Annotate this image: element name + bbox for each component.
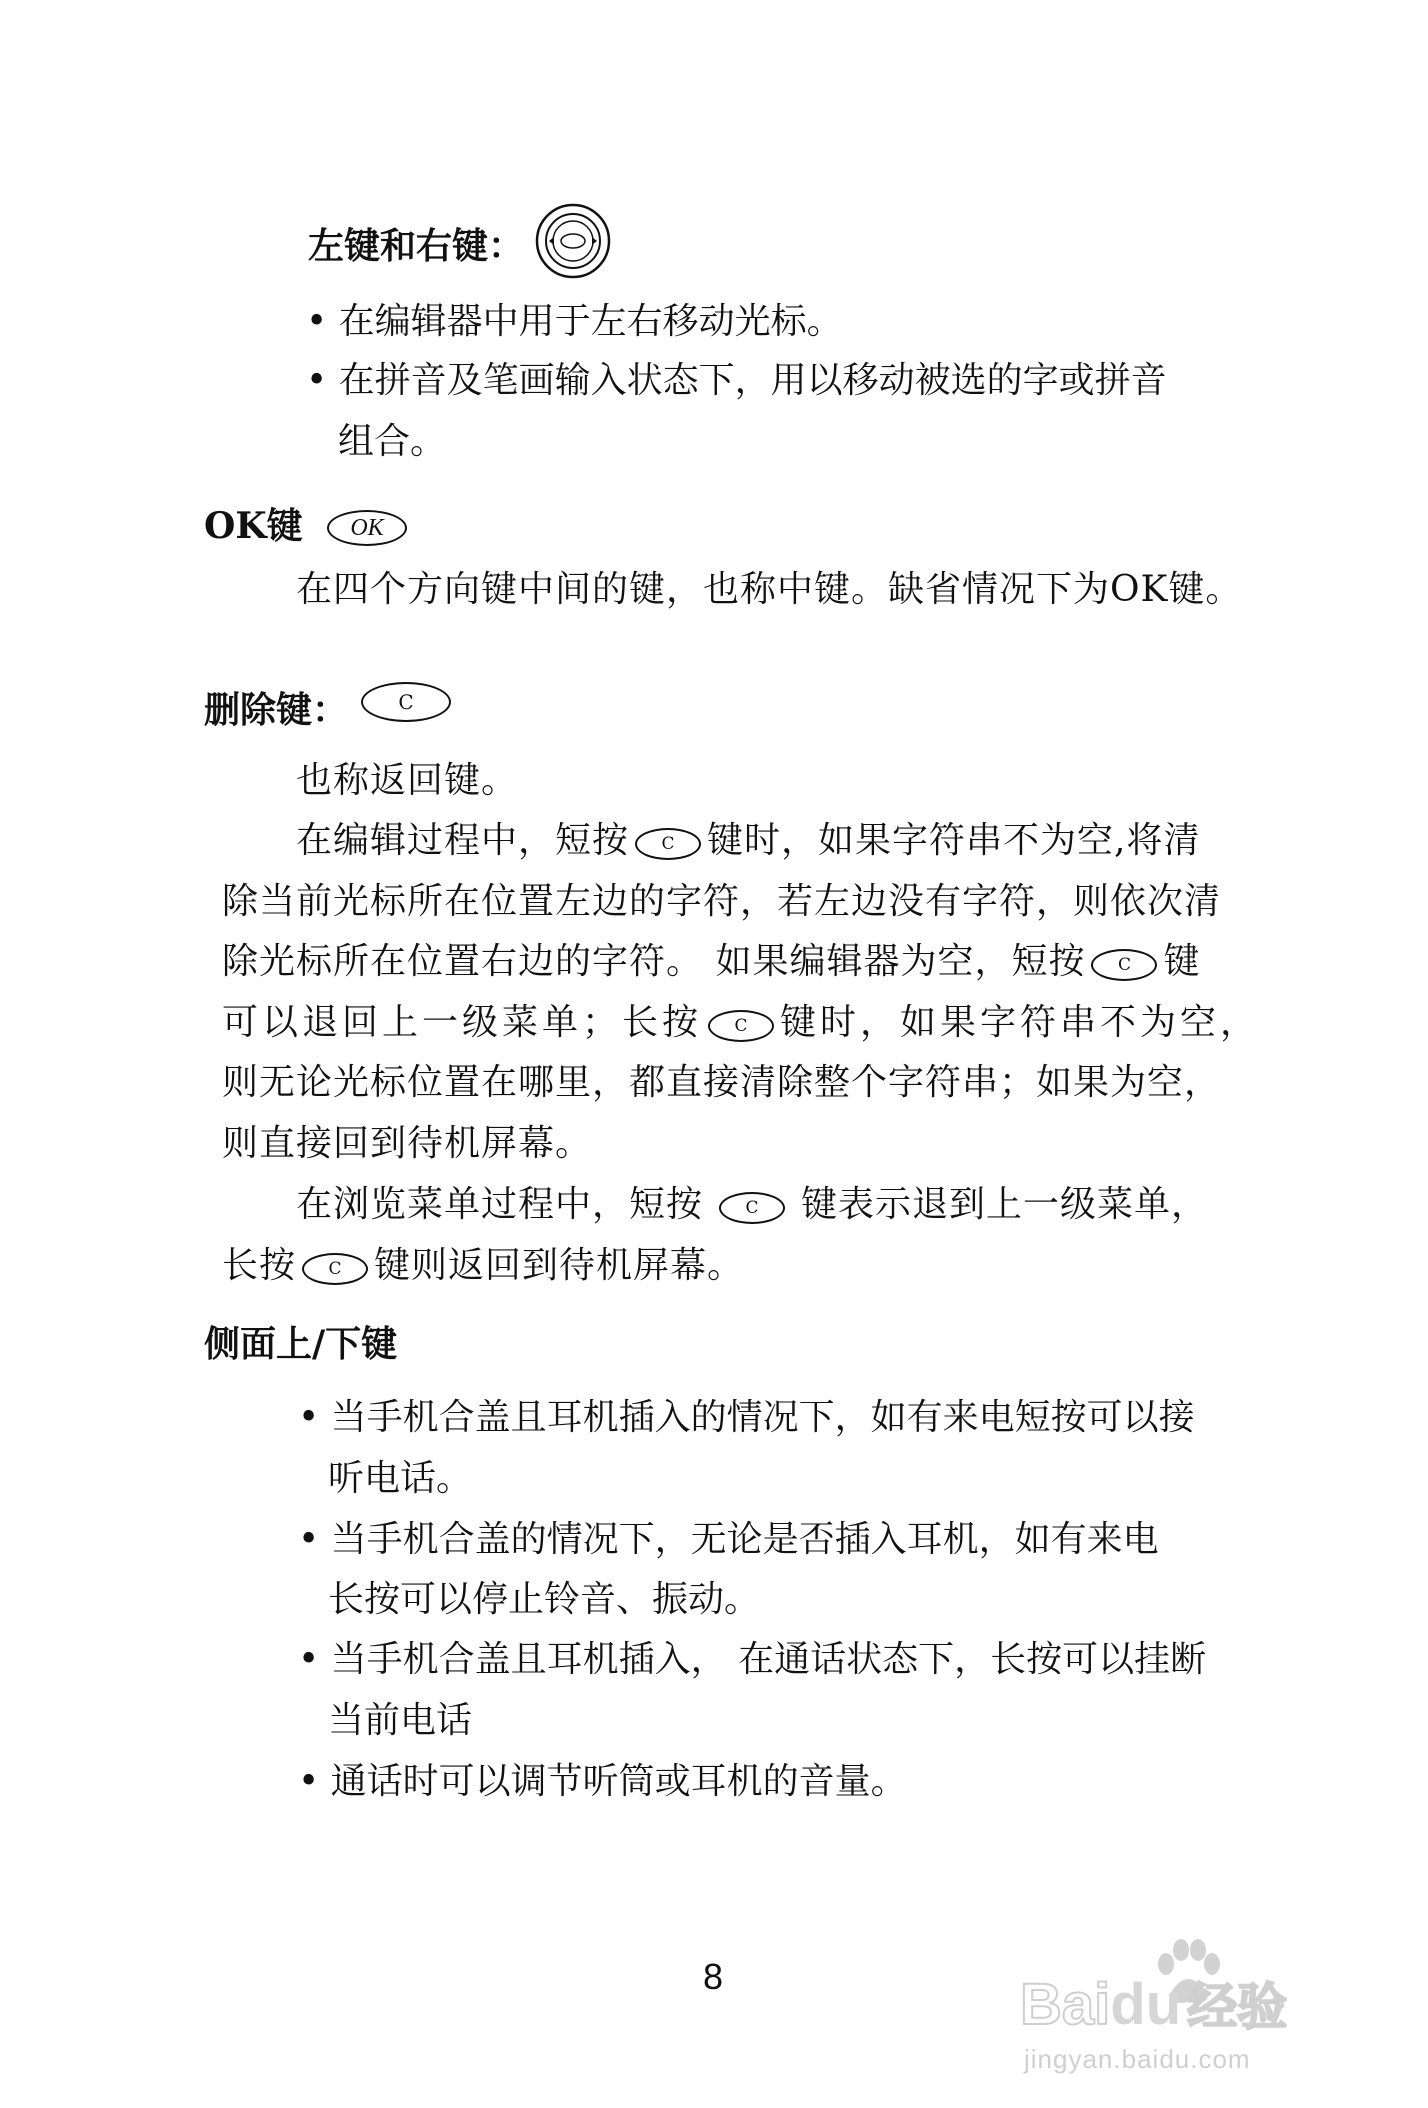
- baidu-brand-latin: Bai: [1020, 1972, 1111, 2037]
- delete-p2-line1: 在编辑过程中，短按 C 键时，如果字符串不为空,将清: [296, 820, 1201, 861]
- bullet-move-selection: • 在拼音及笔画输入状态下，用以移动被选的字或拼音: [306, 360, 1167, 401]
- delete-p2-line6: 则直接回到待机屏幕。: [222, 1123, 593, 1164]
- baidu-brand-cn: 经验: [1187, 1978, 1288, 2036]
- delete-p2-line3: 除光标所在位置右边的字符。 如果编辑器为空，短按 C 键: [222, 941, 1201, 982]
- side-bullet2-line1: • 当手机合盖的情况下，无论是否插入耳机，如有来电: [298, 1519, 1159, 1560]
- heading-delete-key: 删除键：: [204, 689, 349, 731]
- side-bullet2-line2: 长按可以停止铃音、振动。: [328, 1579, 761, 1620]
- heading-ok-key: OK键: [204, 505, 303, 547]
- delete-p2-line5: 则无论光标位置在哪里，都直接清除整个字符串；如果为空，: [222, 1062, 1222, 1103]
- side-bullet1-line1: • 当手机合盖且耳机插入的情况下，如有来电短按可以接: [298, 1397, 1195, 1438]
- delete-p3-line1: 在浏览菜单过程中，短按 C 键表示退到上一级菜单，: [296, 1184, 1209, 1225]
- side-bullet3-line1: • 当手机合盖且耳机插入， 在通话状态下，长按可以挂断: [298, 1639, 1207, 1680]
- watermark-url: jingyan.baidu.com: [1024, 2044, 1251, 2074]
- c-key-inline-icon: C: [719, 1192, 785, 1224]
- bullet-move-cursor: • 在编辑器中用于左右移动光标。: [306, 301, 843, 342]
- c-key-icon: C: [361, 682, 451, 722]
- delete-p1: 也称返回键。: [296, 760, 519, 801]
- baidu-watermark: [1020, 1938, 1350, 2078]
- side-bullet4: • 通话时可以调节听筒或耳机的音量。: [298, 1761, 907, 1802]
- delete-p3-line2: 长按 C 键则返回到待机屏幕。: [222, 1245, 745, 1286]
- ok-key-description: 在四个方向键中间的键，也称中键。缺省情况下为OK键。: [296, 569, 1243, 610]
- c-key-inline-icon: C: [302, 1253, 368, 1285]
- c-key-inline-icon: C: [1091, 949, 1157, 981]
- heading-left-right-keys: 左键和右键：: [308, 225, 525, 267]
- c-key-inline-icon: C: [635, 828, 701, 860]
- heading-side-keys: 侧面上/下键: [204, 1323, 398, 1365]
- c-key-inline-icon: C: [708, 1010, 774, 1042]
- delete-p2-line4: 可以退回上一级菜单；长按 C 键时，如果字符串不为空，: [222, 1002, 1261, 1043]
- side-bullet1-line2: 听电话。: [328, 1458, 473, 1499]
- bullet-move-selection-cont: 组合。: [338, 421, 447, 462]
- delete-p2-line2: 除当前光标所在位置左边的字符，若左边没有字符，则依次清: [222, 881, 1222, 922]
- side-bullet3-line2: 当前电话: [328, 1700, 473, 1741]
- ok-key-icon: OK: [327, 510, 407, 546]
- page-number: 8: [703, 1956, 724, 1997]
- nav-key-icon: [534, 202, 612, 280]
- baidu-brand-du: du: [1110, 1972, 1182, 2037]
